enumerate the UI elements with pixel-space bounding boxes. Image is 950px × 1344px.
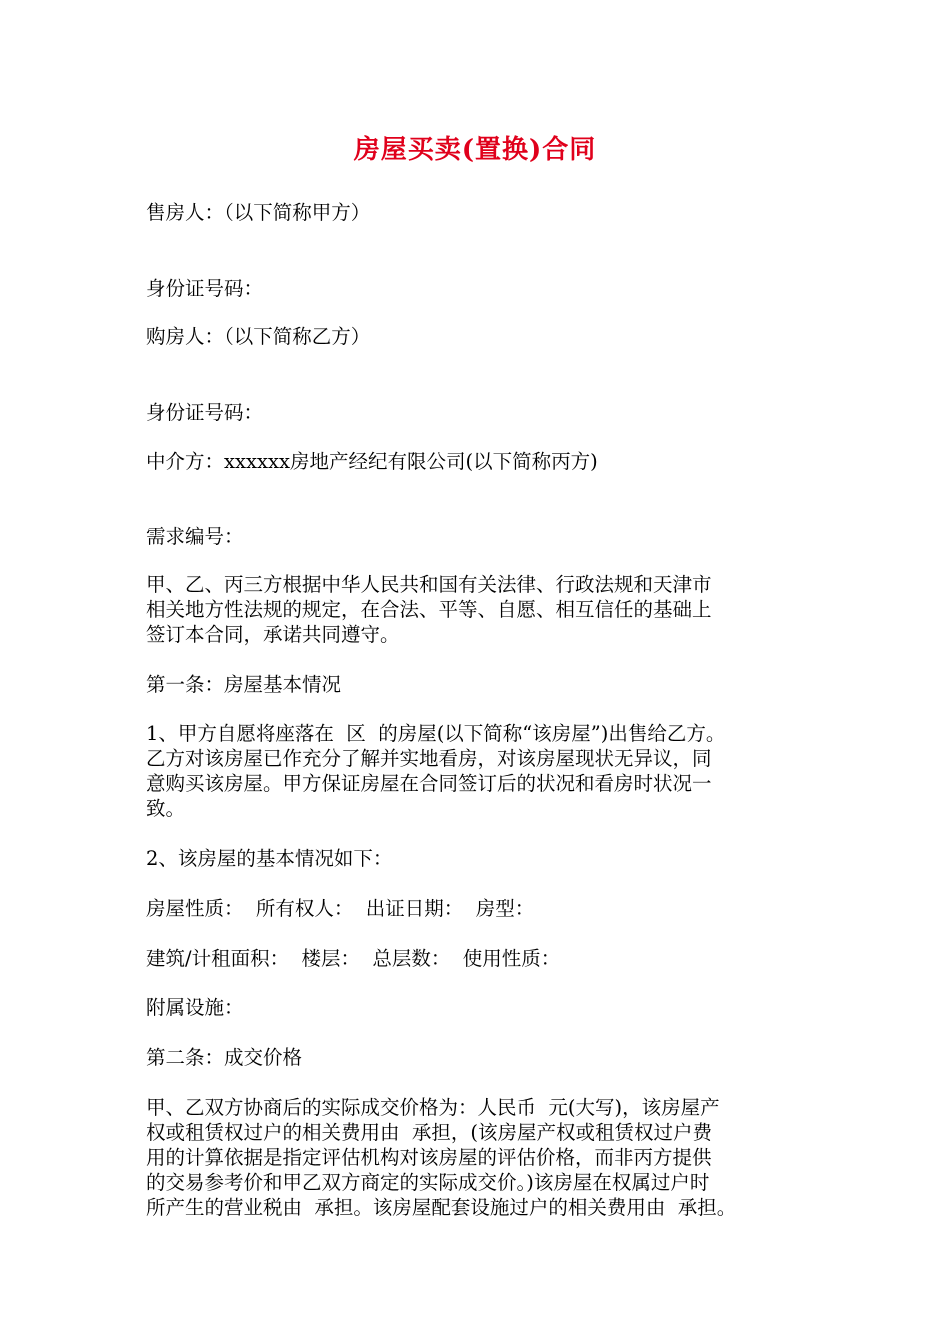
article-2-line: 用的计算依据是指定评估机构对该房屋的评估价格，而非丙方提供 — [146, 1146, 712, 1169]
article-2-line: 所产生的营业税由 承担。该房屋配套设施过户的相关费用由 承担。 — [146, 1196, 737, 1219]
article-1-item-1-line: 意购买该房屋。甲方保证房屋在合同签订后的状况和看房时状况一 — [146, 772, 712, 795]
demand-number-line: 需求编号： — [146, 525, 244, 548]
article-2-line: 甲、乙双方协商后的实际成交价格为：人民币 元(大写)，该房屋产 — [146, 1096, 720, 1119]
facilities-line: 附属设施： — [146, 996, 244, 1019]
article-1-item-1-line: 乙方对该房屋已作充分了解并实地看房，对该房屋现状无异议，同 — [146, 747, 712, 770]
article-1-item-1 — [146, 721, 826, 821]
seller-line: 售房人：（以下简称甲方） — [146, 201, 371, 224]
preamble-line: 签订本合同，承诺共同遵守。 — [146, 623, 400, 646]
preamble-paragraph — [146, 572, 826, 647]
property-fields-row-1: 房屋性质： 所有权人： 出证日期： 房型： — [146, 897, 535, 920]
article-1-item-1-line: 致。 — [146, 797, 186, 820]
article-2-line: 权或租赁权过户的相关费用由 承担，(该房屋产权或租赁权过户费 — [146, 1121, 713, 1144]
seller-id-line: 身份证号码： — [146, 277, 264, 300]
buyer-line: 购房人：（以下简称乙方） — [146, 325, 371, 348]
article-1-heading: 第一条：房屋基本情况 — [146, 673, 342, 696]
agent-line: 中介方：xxxxxx房地产经纪有限公司(以下简称丙方) — [146, 450, 598, 473]
article-1-item-1-line: 1、甲方自愿将座落在 区 的房屋(以下简称“该房屋”)出售给乙方。 — [146, 722, 726, 745]
article-1-item-2: 2、该房屋的基本情况如下： — [146, 847, 393, 870]
buyer-id-line: 身份证号码： — [146, 401, 264, 424]
contract-title: 房屋买卖(置换)合同 — [353, 135, 597, 165]
preamble-line: 相关地方性法规的规定，在合法、平等、自愿、相互信任的基础上 — [146, 598, 712, 621]
article-2-line: 的交易参考价和甲乙双方商定的实际成交价。)该房屋在权属过户时 — [146, 1171, 710, 1194]
article-2-body — [146, 1095, 826, 1220]
property-fields-row-2: 建筑/计租面积： 楼层： 总层数： 使用性质： — [146, 947, 561, 970]
article-2-heading: 第二条：成交价格 — [146, 1046, 303, 1069]
preamble-line: 甲、乙、丙三方根据中华人民共和国有关法律、行政法规和天津市 — [146, 573, 712, 596]
